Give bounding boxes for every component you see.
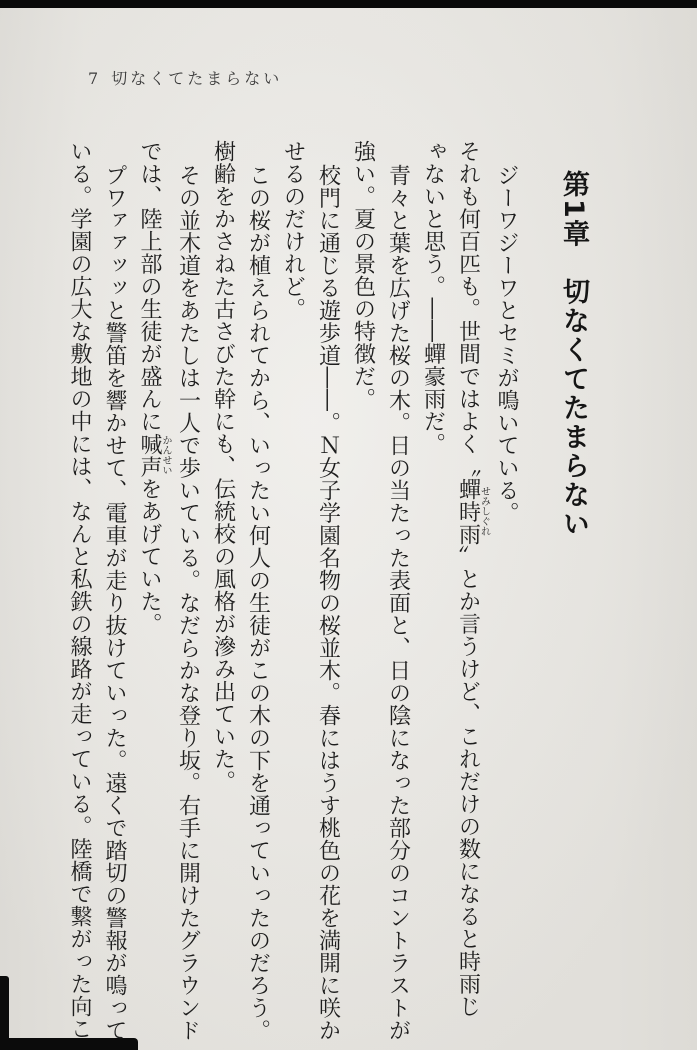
body-text [62, 140, 524, 1050]
text-line: この桜が植えられてから、いったい何人の生徒がこの木の下を通っていったのだろう。 [245, 164, 271, 1042]
ruby-annotation: 蟬時雨せみしぐれ [455, 477, 490, 545]
running-header-title: 切なくてたまらない [111, 69, 283, 88]
page-number: 7 [88, 69, 102, 88]
text-line: 強い。夏の景色の特徴だ。 [350, 140, 376, 410]
text-line: プワァァッッと警笛を響かせて、電車が走り抜けていった。遠くで踏切の警報が鳴って [102, 164, 127, 1042]
text-line: 校門に通じる遊歩道――。Ｎ女子学園名物の桜並木。春にはうす桃色の花を満開に咲か [315, 164, 341, 1042]
text-line: いる。学園の広大な敷地の中には、なんと私鉄の線路が走っている。陸橋で繋がった向こ [67, 140, 92, 1040]
text-line: ゃないと思う。――蟬豪雨だ。 [420, 140, 446, 455]
chapter-title: 第1章 切なくてたまらない [558, 170, 589, 539]
main-text [62, 140, 602, 1050]
ruby-annotation: 喊声かんせい [137, 432, 171, 478]
text-line: それも何百匹も。世間ではよく〝蟬時雨せみしぐれ〟とか言うけど、これだけの数になると時雨じ [455, 140, 490, 1018]
text-line: では、陸上部の生徒が盛んに喊声かんせいをあげていた。 [137, 140, 171, 635]
text-line: 樹齢をかさねた古さびた幹にも、伝統校の風格が滲み出ていた。 [210, 140, 236, 793]
scan-edge-top [0, 0, 697, 8]
text-line: せるのだけれど。 [280, 140, 306, 320]
text-line: その並木道をあたしは一人で歩いている。なだらかな登り坂。右手に開けたグラウンド [175, 164, 201, 1042]
text-line: ジーワジーワとセミが鳴いている。 [494, 164, 519, 524]
text-line: 青々と葉を広げた桜の木。日の当たった表面と、日の陰になった部分のコントラストが [385, 164, 411, 1042]
running-header [88, 66, 282, 89]
